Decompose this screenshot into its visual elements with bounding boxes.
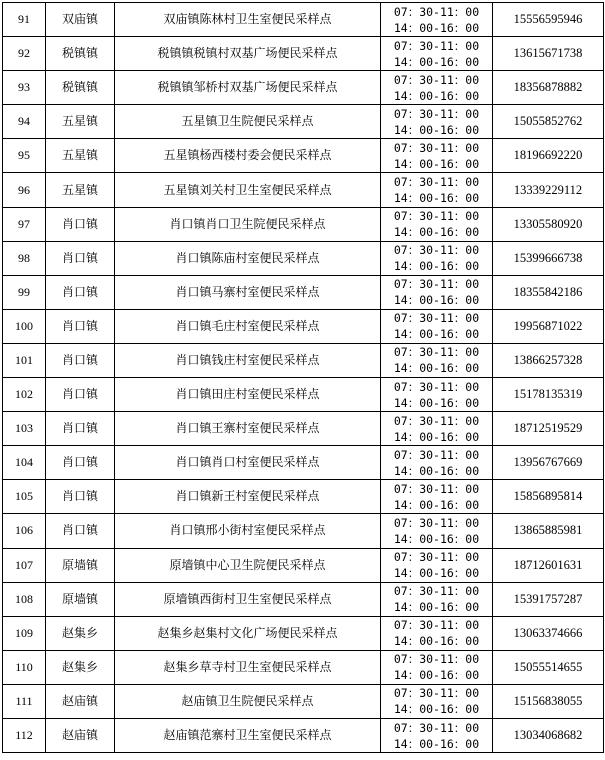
table-row: [3, 650, 604, 684]
site-name-cell: 五星镇杨西楼村委会便民采样点: [115, 139, 381, 173]
row-number-cell: 108: [3, 582, 46, 616]
table-row: [3, 173, 604, 207]
phone-number-cell: 13305580920: [493, 207, 604, 241]
site-name-cell: 肖口镇马寨村室便民采样点: [115, 275, 381, 309]
town-cell: 赵集乡: [46, 616, 115, 650]
row-number-cell: 111: [3, 684, 46, 718]
table-row: [3, 616, 604, 650]
row-number-cell: 99: [3, 275, 46, 309]
row-number-cell: 98: [3, 241, 46, 275]
service-hours-cell: [381, 207, 493, 241]
site-name-cell: 赵庙镇卫生院便民采样点: [115, 684, 381, 718]
afternoon-hours: 14：00-16：00: [393, 259, 480, 274]
row-number-cell: 112: [3, 718, 46, 752]
town-cell: 五星镇: [46, 139, 115, 173]
table-row: [3, 3, 604, 37]
morning-hours: 07：30-11：00: [393, 243, 480, 258]
service-hours-cell: [381, 105, 493, 139]
row-number-cell: 96: [3, 173, 46, 207]
afternoon-hours: 14：00-16：00: [393, 395, 480, 410]
table-row: [3, 275, 604, 309]
morning-hours: 07：30-11：00: [393, 481, 480, 496]
table-row: [3, 582, 604, 616]
phone-number-cell: 15055514655: [493, 650, 604, 684]
afternoon-hours: 14：00-16：00: [393, 20, 480, 35]
afternoon-hours: 14：00-16：00: [393, 497, 480, 512]
table-row: [3, 139, 604, 173]
site-name-cell: 原墙镇西街村卫生室便民采样点: [115, 582, 381, 616]
afternoon-hours: 14：00-16：00: [393, 702, 480, 717]
town-cell: 肖口镇: [46, 275, 115, 309]
town-cell: 肖口镇: [46, 412, 115, 446]
site-name-cell: 肖口镇肖口村室便民采样点: [115, 446, 381, 480]
service-hours-cell: [381, 412, 493, 446]
service-hours-cell: [381, 343, 493, 377]
table-row: [3, 37, 604, 71]
phone-number-cell: 15556595946: [493, 3, 604, 37]
afternoon-hours: 14：00-16：00: [393, 191, 480, 206]
service-hours-cell: [381, 37, 493, 71]
phone-number-cell: 18356878882: [493, 71, 604, 105]
afternoon-hours: 14：00-16：00: [393, 531, 480, 546]
phone-number-cell: 13865885981: [493, 514, 604, 548]
phone-number-cell: 15055852762: [493, 105, 604, 139]
morning-hours: 07：30-11：00: [393, 720, 480, 735]
service-hours-cell: [381, 71, 493, 105]
row-number-cell: 107: [3, 548, 46, 582]
site-name-cell: 赵集乡草寺村卫生室便民采样点: [115, 650, 381, 684]
table-row: [3, 480, 604, 514]
afternoon-hours: 14：00-16：00: [393, 600, 480, 615]
table-row: [3, 207, 604, 241]
phone-number-cell: 18196692220: [493, 139, 604, 173]
morning-hours: 07：30-11：00: [393, 4, 480, 19]
town-cell: 肖口镇: [46, 343, 115, 377]
site-name-cell: 肖口镇田庄村室便民采样点: [115, 378, 381, 412]
morning-hours: 07：30-11：00: [393, 447, 480, 462]
phone-number-cell: 15156838055: [493, 684, 604, 718]
town-cell: 原墙镇: [46, 548, 115, 582]
table-row: [3, 548, 604, 582]
afternoon-hours: 14：00-16：00: [393, 327, 480, 342]
phone-number-cell: 15856895814: [493, 480, 604, 514]
town-cell: 税镇镇: [46, 71, 115, 105]
morning-hours: 07：30-11：00: [393, 311, 480, 326]
phone-number-cell: 13956767669: [493, 446, 604, 480]
row-number-cell: 92: [3, 37, 46, 71]
morning-hours: 07：30-11：00: [393, 550, 480, 565]
row-number-cell: 103: [3, 412, 46, 446]
afternoon-hours: 14：00-16：00: [393, 429, 480, 444]
town-cell: 赵庙镇: [46, 684, 115, 718]
service-hours-cell: [381, 378, 493, 412]
morning-hours: 07：30-11：00: [393, 652, 480, 667]
afternoon-hours: 14：00-16：00: [393, 634, 480, 649]
afternoon-hours: 14：00-16：00: [393, 122, 480, 137]
service-hours-cell: [381, 548, 493, 582]
afternoon-hours: 14：00-16：00: [393, 156, 480, 171]
table-row: [3, 446, 604, 480]
morning-hours: 07：30-11：00: [393, 209, 480, 224]
table-row: [3, 412, 604, 446]
site-name-cell: 肖口镇王寨村室便民采样点: [115, 412, 381, 446]
table-row: [3, 71, 604, 105]
row-number-cell: 109: [3, 616, 46, 650]
service-hours-cell: [381, 446, 493, 480]
table-row: [3, 684, 604, 718]
site-name-cell: 赵庙镇范寨村卫生室便民采样点: [115, 718, 381, 752]
morning-hours: 07：30-11：00: [393, 345, 480, 360]
town-cell: 五星镇: [46, 173, 115, 207]
service-hours-cell: [381, 241, 493, 275]
phone-number-cell: 13615671738: [493, 37, 604, 71]
morning-hours: 07：30-11：00: [393, 140, 480, 155]
afternoon-hours: 14：00-16：00: [393, 668, 480, 683]
afternoon-hours: 14：00-16：00: [393, 293, 480, 308]
town-cell: 肖口镇: [46, 207, 115, 241]
service-hours-cell: [381, 173, 493, 207]
phone-number-cell: 13339229112: [493, 173, 604, 207]
phone-number-cell: 13866257328: [493, 343, 604, 377]
town-cell: 原墙镇: [46, 582, 115, 616]
phone-number-cell: 15391757287: [493, 582, 604, 616]
site-name-cell: 双庙镇陈林村卫生室便民采样点: [115, 3, 381, 37]
morning-hours: 07：30-11：00: [393, 277, 480, 292]
town-cell: 税镇镇: [46, 37, 115, 71]
row-number-cell: 95: [3, 139, 46, 173]
row-number-cell: 97: [3, 207, 46, 241]
service-hours-cell: [381, 514, 493, 548]
row-number-cell: 101: [3, 343, 46, 377]
phone-number-cell: 15399666738: [493, 241, 604, 275]
site-name-cell: 肖口镇钱庄村室便民采样点: [115, 343, 381, 377]
morning-hours: 07：30-11：00: [393, 686, 480, 701]
phone-number-cell: 13063374666: [493, 616, 604, 650]
row-number-cell: 104: [3, 446, 46, 480]
table-row: [3, 514, 604, 548]
row-number-cell: 94: [3, 105, 46, 139]
table-row: [3, 241, 604, 275]
table-row: [3, 378, 604, 412]
site-name-cell: 肖口镇毛庄村室便民采样点: [115, 309, 381, 343]
site-name-cell: 税镇镇邹桥村双基广场便民采样点: [115, 71, 381, 105]
morning-hours: 07：30-11：00: [393, 618, 480, 633]
phone-number-cell: 13034068682: [493, 718, 604, 752]
site-name-cell: 原墙镇中心卫生院便民采样点: [115, 548, 381, 582]
morning-hours: 07：30-11：00: [393, 413, 480, 428]
table-row: [3, 343, 604, 377]
town-cell: 赵庙镇: [46, 718, 115, 752]
town-cell: 赵集乡: [46, 650, 115, 684]
afternoon-hours: 14：00-16：00: [393, 736, 480, 751]
service-hours-cell: [381, 3, 493, 37]
morning-hours: 07：30-11：00: [393, 175, 480, 190]
town-cell: 肖口镇: [46, 241, 115, 275]
town-cell: 肖口镇: [46, 480, 115, 514]
sampling-sites-table: [2, 2, 604, 753]
phone-number-cell: 18712519529: [493, 412, 604, 446]
site-name-cell: 肖口镇新王村室便民采样点: [115, 480, 381, 514]
site-name-cell: 肖口镇陈庙村室便民采样点: [115, 241, 381, 275]
town-cell: 肖口镇: [46, 446, 115, 480]
morning-hours: 07：30-11：00: [393, 515, 480, 530]
town-cell: 肖口镇: [46, 514, 115, 548]
town-cell: 肖口镇: [46, 378, 115, 412]
service-hours-cell: [381, 718, 493, 752]
row-number-cell: 110: [3, 650, 46, 684]
morning-hours: 07：30-11：00: [393, 584, 480, 599]
row-number-cell: 91: [3, 3, 46, 37]
row-number-cell: 102: [3, 378, 46, 412]
morning-hours: 07：30-11：00: [393, 379, 480, 394]
service-hours-cell: [381, 616, 493, 650]
phone-number-cell: 18712601631: [493, 548, 604, 582]
afternoon-hours: 14：00-16：00: [393, 54, 480, 69]
service-hours-cell: [381, 650, 493, 684]
site-name-cell: 税镇镇税镇村双基广场便民采样点: [115, 37, 381, 71]
row-number-cell: 106: [3, 514, 46, 548]
service-hours-cell: [381, 139, 493, 173]
morning-hours: 07：30-11：00: [393, 106, 480, 121]
site-name-cell: 赵集乡赵集村文化广场便民采样点: [115, 616, 381, 650]
service-hours-cell: [381, 309, 493, 343]
town-cell: 双庙镇: [46, 3, 115, 37]
phone-number-cell: 19956871022: [493, 309, 604, 343]
service-hours-cell: [381, 684, 493, 718]
site-name-cell: 五星镇刘关村卫生室便民采样点: [115, 173, 381, 207]
afternoon-hours: 14：00-16：00: [393, 225, 480, 240]
site-name-cell: 肖口镇肖口卫生院便民采样点: [115, 207, 381, 241]
site-name-cell: 肖口镇邢小街村室便民采样点: [115, 514, 381, 548]
table-row: [3, 309, 604, 343]
service-hours-cell: [381, 582, 493, 616]
service-hours-cell: [381, 480, 493, 514]
morning-hours: 07：30-11：00: [393, 38, 480, 53]
table-row: [3, 105, 604, 139]
town-cell: 五星镇: [46, 105, 115, 139]
row-number-cell: 93: [3, 71, 46, 105]
afternoon-hours: 14：00-16：00: [393, 463, 480, 478]
phone-number-cell: 15178135319: [493, 378, 604, 412]
site-name-cell: 五星镇卫生院便民采样点: [115, 105, 381, 139]
service-hours-cell: [381, 275, 493, 309]
afternoon-hours: 14：00-16：00: [393, 566, 480, 581]
morning-hours: 07：30-11：00: [393, 72, 480, 87]
town-cell: 肖口镇: [46, 309, 115, 343]
row-number-cell: 105: [3, 480, 46, 514]
afternoon-hours: 14：00-16：00: [393, 88, 480, 103]
row-number-cell: 100: [3, 309, 46, 343]
table-body: [3, 3, 604, 753]
afternoon-hours: 14：00-16：00: [393, 361, 480, 376]
phone-number-cell: 18355842186: [493, 275, 604, 309]
table-row: [3, 718, 604, 752]
